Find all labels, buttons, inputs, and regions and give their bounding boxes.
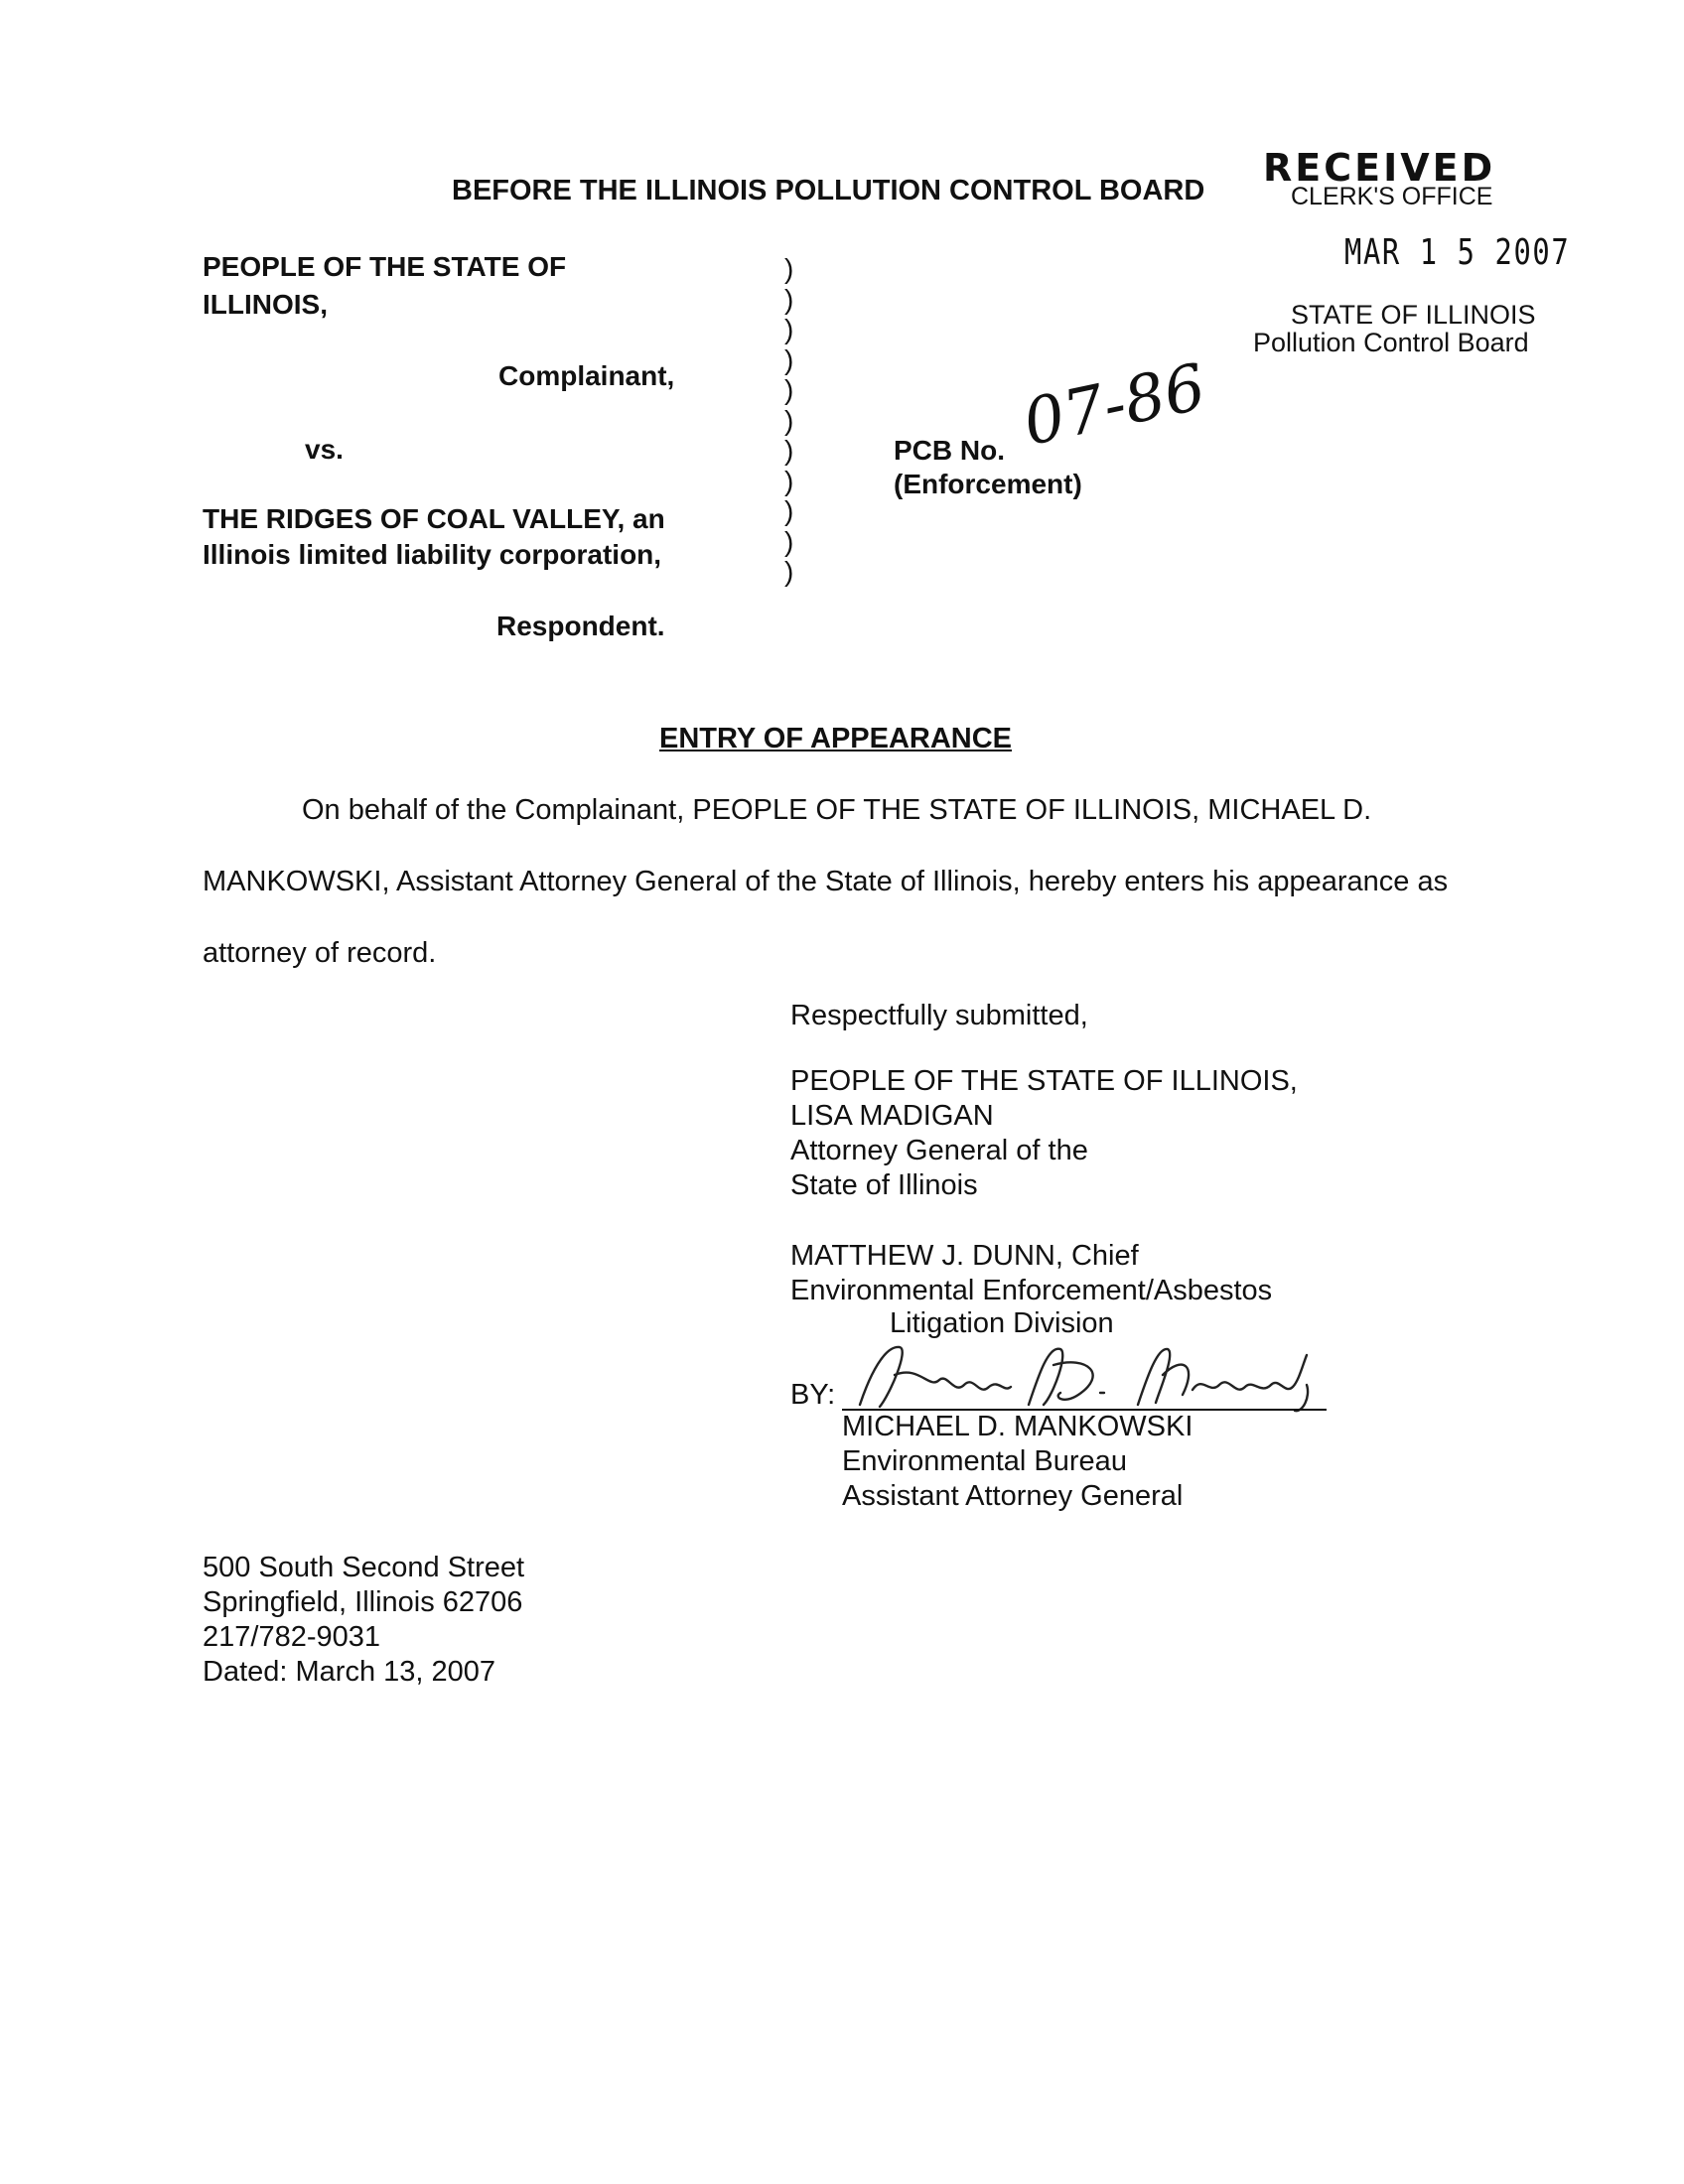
caption-parentheses [784,254,793,588]
address-city: Springfield, Illinois 62706 [203,1586,523,1618]
dated-line: Dated: March 13, 2007 [203,1656,496,1688]
paren: ) [784,253,794,284]
by-label: BY: [790,1379,836,1411]
handwritten-signature [840,1335,1336,1415]
signer-block [842,1410,1193,1514]
paren: ) [784,495,794,526]
paren: ) [784,465,794,496]
complainant-line2: ILLINOIS, [203,289,328,320]
pcb-number-label: PCB No. [894,435,1005,466]
address-street: 500 South Second Street [203,1552,525,1583]
signer-title: Assistant Attorney General [842,1480,1184,1512]
address-block [203,1551,524,1690]
chief-name: MATTHEW J. DUNN, Chief [790,1240,1139,1272]
chief-division-continued: Litigation Division [890,1307,1114,1339]
stamp-date: MAR 1 5 2007 [1344,232,1571,273]
address-phone: 217/782-9031 [203,1621,380,1653]
stamp-received: RECEIVED [1263,146,1496,190]
pcb-number-handwritten: 07-86 [1017,350,1212,461]
versus-label: vs. [305,434,344,465]
stamp-board: Pollution Control Board [1253,328,1529,357]
body-paragraph-line: On behalf of the Complainant, PEOPLE OF THE STATE OF ILLINOIS, MICHAEL D. [302,794,1372,826]
board-heading: BEFORE THE ILLINOIS POLLUTION CONTROL BOARD [452,175,1205,206]
paren: ) [784,435,794,466]
chief-division: Environmental Enforcement/Asbestos [790,1275,1273,1306]
paren: ) [784,525,794,557]
complainant-role: Complainant, [498,360,675,391]
respondent-role: Respondent. [496,611,665,641]
paren: ) [784,374,794,405]
case-type: (Enforcement) [894,469,1082,499]
respondent-line1: THE RIDGES OF COAL VALLEY, an [203,503,665,534]
chief-block [790,1239,1272,1308]
paren: ) [784,283,794,315]
signer-bureau: Environmental Bureau [842,1445,1127,1477]
paren: ) [784,556,794,587]
stamp-clerks-office: CLERK'S OFFICE [1291,183,1493,210]
body-paragraph-line: attorney of record. [203,937,437,969]
stamp-state: STATE OF ILLINOIS [1291,300,1536,330]
complainant-line1: PEOPLE OF THE STATE OF [203,251,567,282]
body-paragraph-line: MANKOWSKI, Assistant Attorney General of the State of Illinois, hereby enters his appearance as [203,866,1449,897]
paren: ) [784,404,794,436]
attorney-general-block [790,1064,1298,1203]
respondent-line2: Illinois limited liability corporation, [203,539,662,570]
party-name: PEOPLE OF THE STATE OF ILLINOIS, [790,1065,1298,1097]
respectfully-submitted: Respectfully submitted, [790,1000,1088,1031]
signer-name: MICHAEL D. MANKOWSKI [842,1411,1193,1442]
document-title: ENTRY OF APPEARANCE [659,723,1013,754]
ag-name: LISA MADIGAN [790,1100,994,1132]
ag-title: State of Illinois [790,1169,978,1201]
paren: ) [784,343,794,375]
paren: ) [784,314,794,344]
ag-title: Attorney General of the [790,1135,1088,1166]
